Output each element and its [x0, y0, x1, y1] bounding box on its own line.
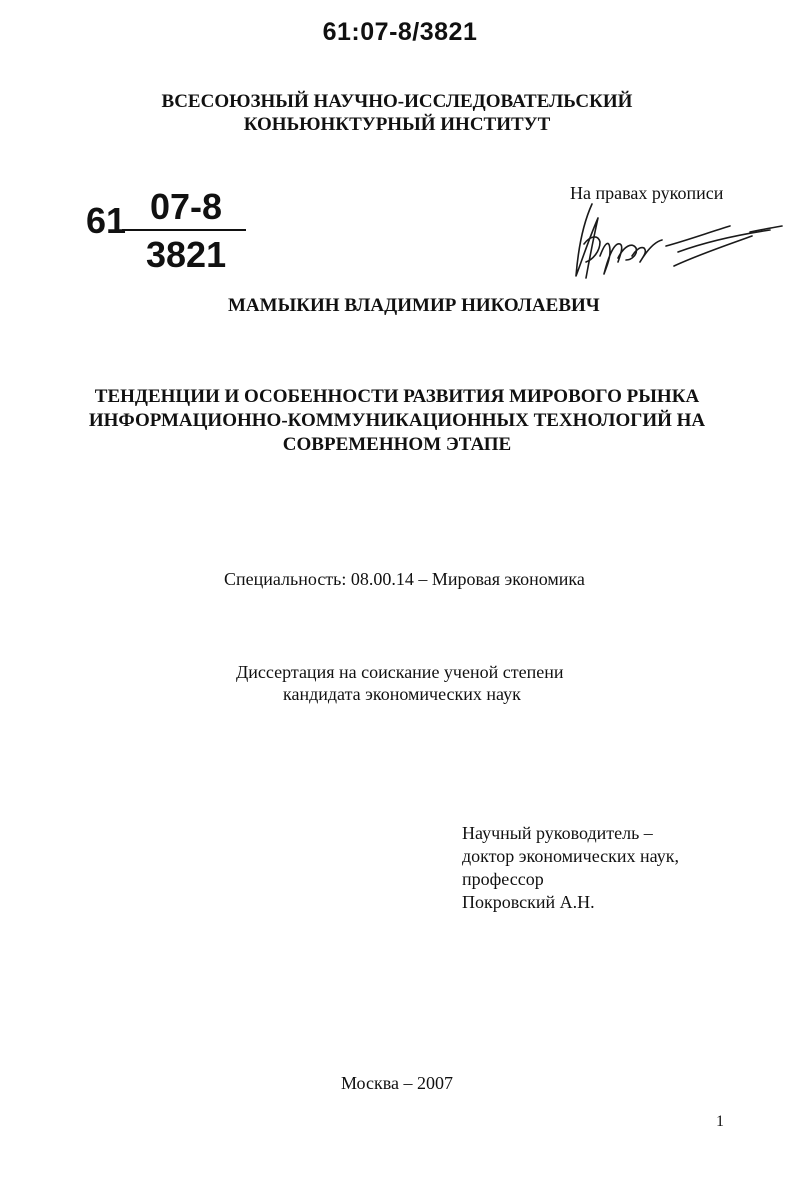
city-year: Москва – 2007	[341, 1073, 453, 1093]
supervisor-degree: доктор экономических наук,	[462, 846, 679, 866]
dissertation-title-line-2: ИНФОРМАЦИОННО-КОММУНИКАЦИОННЫХ ТЕХНОЛОГИЙ НА	[88, 410, 706, 431]
manuscript-rights-note: На правах рукописи	[570, 183, 724, 203]
archive-code-stamp: 61:07-8/3821	[322, 18, 478, 46]
institute-name-line-1: ВСЕСОЮЗНЫЙ НАУЧНО-ИССЛЕДОВАТЕЛЬСКИЙ	[161, 91, 633, 112]
supervisor-name: Покровский А.Н.	[462, 892, 595, 912]
degree-line-2: кандидата экономических наук	[283, 684, 521, 704]
registry-stamp-numerator: 07-8	[150, 186, 223, 227]
specialty-line: Специальность: 08.00.14 – Мировая экономика	[224, 569, 585, 589]
page-number: 1	[716, 1113, 724, 1130]
dissertation-title-line-3: СОВРЕМЕННОМ ЭТАПЕ	[282, 434, 512, 455]
institute-name-line-2: КОНЬЮНКТУРНЫЙ ИНСТИТУТ	[243, 114, 551, 135]
dissertation-title-line-1: ТЕНДЕНЦИИ И ОСОБЕННОСТИ РАЗВИТИЯ МИРОВОГО РЫНКА	[94, 386, 700, 407]
registry-stamp-prefix: 61	[86, 200, 127, 241]
supervisor-title: профессор	[462, 869, 544, 889]
degree-line-1: Диссертация на соискание ученой степени	[236, 662, 564, 682]
signature-icon	[570, 196, 786, 288]
author-name: МАМЫКИН ВЛАДИМИР НИКОЛАЕВИЧ	[228, 295, 600, 316]
registry-stamp-fraction-line	[122, 229, 246, 231]
supervisor-role: Научный руководитель –	[462, 823, 653, 843]
registry-stamp-denominator: 3821	[146, 234, 227, 275]
